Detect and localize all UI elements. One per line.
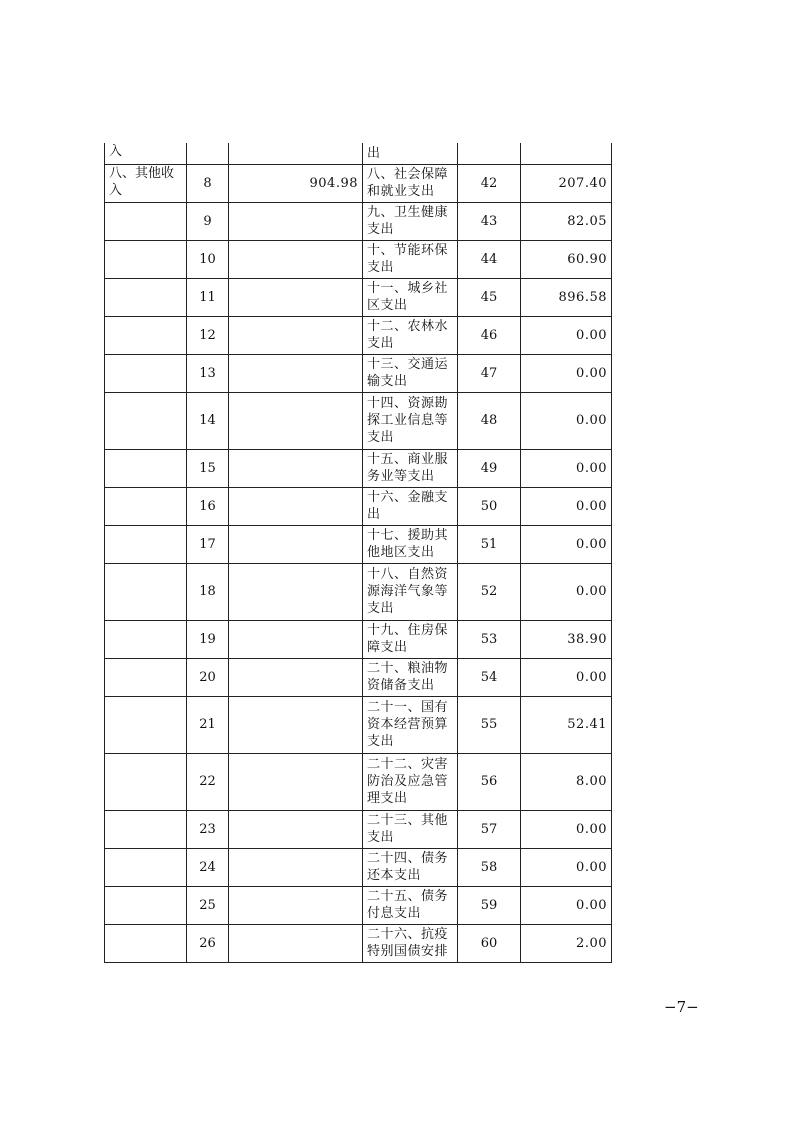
income-amount-cell [229, 924, 363, 962]
income-item-cell: 入 [105, 143, 187, 164]
expense-line-number-cell: 55 [458, 696, 521, 753]
income-amount-cell [229, 143, 363, 164]
expense-line-number-cell: 45 [458, 278, 521, 316]
table-row [105, 696, 612, 753]
expense-line-number-cell: 43 [458, 202, 521, 240]
expense-amount-cell: 38.90 [521, 620, 612, 658]
expense-amount-cell: 0.00 [521, 563, 612, 620]
income-item-cell [105, 316, 187, 354]
table-row [105, 164, 612, 202]
income-item-cell [105, 449, 187, 487]
income-line-number-cell: 16 [187, 487, 229, 525]
table-row [105, 810, 612, 848]
expense-line-number-cell: 56 [458, 753, 521, 810]
income-item-cell [105, 278, 187, 316]
income-item-cell [105, 696, 187, 753]
income-line-number-cell: 19 [187, 620, 229, 658]
income-item-cell [105, 487, 187, 525]
table-row [105, 354, 612, 392]
income-amount-cell [229, 658, 363, 696]
budget-table [104, 143, 612, 963]
income-amount-cell [229, 202, 363, 240]
expense-line-number-cell [458, 143, 521, 164]
expense-amount-cell: 0.00 [521, 449, 612, 487]
expense-amount-cell: 0.00 [521, 886, 612, 924]
income-amount-cell [229, 810, 363, 848]
expense-item-cell: 二十、粮油物资储备支出 [363, 658, 458, 696]
income-amount-cell [229, 487, 363, 525]
table-row [105, 886, 612, 924]
expense-amount-cell: 52.41 [521, 696, 612, 753]
income-item-cell: 八、其他收入 [105, 164, 187, 202]
expense-line-number-cell: 47 [458, 354, 521, 392]
expense-item-cell: 二十六、抗疫特别国债安排 [363, 924, 458, 962]
income-item-cell [105, 924, 187, 962]
expense-line-number-cell: 59 [458, 886, 521, 924]
expense-item-cell: 八、社会保障和就业支出 [363, 164, 458, 202]
expense-amount-cell: 8.00 [521, 753, 612, 810]
expense-line-number-cell: 58 [458, 848, 521, 886]
expense-line-number-cell: 44 [458, 240, 521, 278]
expense-item-cell: 二十一、国有资本经营预算支出 [363, 696, 458, 753]
expense-amount-cell: 896.58 [521, 278, 612, 316]
table-row [105, 202, 612, 240]
expense-line-number-cell: 48 [458, 392, 521, 449]
expense-amount-cell: 82.05 [521, 202, 612, 240]
income-item-cell [105, 658, 187, 696]
expense-line-number-cell: 51 [458, 525, 521, 563]
income-item-cell [105, 563, 187, 620]
expense-amount-cell: 0.00 [521, 316, 612, 354]
expense-amount-cell: 2.00 [521, 924, 612, 962]
income-line-number-cell: 26 [187, 924, 229, 962]
income-item-cell [105, 810, 187, 848]
expense-amount-cell: 0.00 [521, 810, 612, 848]
expense-item-cell: 二十五、债务付息支出 [363, 886, 458, 924]
table-row [105, 487, 612, 525]
expense-line-number-cell: 49 [458, 449, 521, 487]
expense-item-cell: 二十四、债务还本支出 [363, 848, 458, 886]
income-amount-cell [229, 278, 363, 316]
income-item-cell [105, 202, 187, 240]
expense-item-cell: 十三、交通运输支出 [363, 354, 458, 392]
income-amount-cell [229, 620, 363, 658]
expense-item-cell: 出 [363, 143, 458, 164]
expense-amount-cell: 207.40 [521, 164, 612, 202]
income-line-number-cell: 18 [187, 563, 229, 620]
expense-item-cell: 十四、资源勘探工业信息等支出 [363, 392, 458, 449]
expense-line-number-cell: 54 [458, 658, 521, 696]
income-item-cell [105, 354, 187, 392]
income-amount-cell [229, 753, 363, 810]
table-row [105, 753, 612, 810]
income-line-number-cell: 9 [187, 202, 229, 240]
expense-item-cell: 十一、城乡社区支出 [363, 278, 458, 316]
expense-amount-cell: 0.00 [521, 392, 612, 449]
income-line-number-cell: 23 [187, 810, 229, 848]
income-item-cell [105, 620, 187, 658]
expense-item-cell: 十七、援助其他地区支出 [363, 525, 458, 563]
table-row [105, 449, 612, 487]
income-line-number-cell: 21 [187, 696, 229, 753]
income-item-cell [105, 392, 187, 449]
table-row [105, 848, 612, 886]
income-line-number-cell: 12 [187, 316, 229, 354]
income-amount-cell [229, 696, 363, 753]
expense-item-cell: 十九、住房保障支出 [363, 620, 458, 658]
expense-line-number-cell: 50 [458, 487, 521, 525]
expense-amount-cell [521, 143, 612, 164]
expense-item-cell: 十二、农林水支出 [363, 316, 458, 354]
expense-amount-cell: 0.00 [521, 658, 612, 696]
expense-line-number-cell: 53 [458, 620, 521, 658]
income-line-number-cell: 20 [187, 658, 229, 696]
income-amount-cell [229, 392, 363, 449]
expense-amount-cell: 0.00 [521, 848, 612, 886]
table-row [105, 525, 612, 563]
income-item-cell [105, 886, 187, 924]
expense-amount-cell: 0.00 [521, 354, 612, 392]
income-amount-cell [229, 563, 363, 620]
expense-line-number-cell: 60 [458, 924, 521, 962]
expense-item-cell: 十八、自然资源海洋气象等支出 [363, 563, 458, 620]
income-line-number-cell: 17 [187, 525, 229, 563]
table-body [105, 143, 612, 962]
income-line-number-cell: 11 [187, 278, 229, 316]
table-row [105, 392, 612, 449]
expense-line-number-cell: 42 [458, 164, 521, 202]
table-row [105, 563, 612, 620]
income-line-number-cell: 15 [187, 449, 229, 487]
income-amount-cell [229, 525, 363, 563]
table-row [105, 143, 612, 164]
income-item-cell [105, 753, 187, 810]
income-amount-cell [229, 886, 363, 924]
income-line-number-cell: 8 [187, 164, 229, 202]
table-row [105, 924, 612, 962]
expense-line-number-cell: 57 [458, 810, 521, 848]
page-number: −7− [664, 998, 699, 1016]
income-amount-cell [229, 848, 363, 886]
expense-line-number-cell: 46 [458, 316, 521, 354]
income-line-number-cell [187, 143, 229, 164]
expense-amount-cell: 60.90 [521, 240, 612, 278]
table-row [105, 658, 612, 696]
expense-item-cell: 二十二、灾害防治及应急管理支出 [363, 753, 458, 810]
income-line-number-cell: 14 [187, 392, 229, 449]
income-item-cell [105, 525, 187, 563]
table-row [105, 278, 612, 316]
income-item-cell [105, 240, 187, 278]
income-amount-cell [229, 240, 363, 278]
income-amount-cell [229, 449, 363, 487]
expense-item-cell: 十六、金融支出 [363, 487, 458, 525]
expense-item-cell: 十五、商业服务业等支出 [363, 449, 458, 487]
income-amount-cell [229, 316, 363, 354]
table-row [105, 316, 612, 354]
expense-item-cell: 九、卫生健康支出 [363, 202, 458, 240]
income-line-number-cell: 10 [187, 240, 229, 278]
income-line-number-cell: 24 [187, 848, 229, 886]
income-item-cell [105, 848, 187, 886]
expense-amount-cell: 0.00 [521, 525, 612, 563]
expense-item-cell: 十、节能环保支出 [363, 240, 458, 278]
income-amount-cell: 904.98 [229, 164, 363, 202]
income-amount-cell [229, 354, 363, 392]
table-row [105, 240, 612, 278]
expense-amount-cell: 0.00 [521, 487, 612, 525]
income-line-number-cell: 13 [187, 354, 229, 392]
income-line-number-cell: 25 [187, 886, 229, 924]
table-row [105, 620, 612, 658]
income-line-number-cell: 22 [187, 753, 229, 810]
expense-item-cell: 二十三、其他支出 [363, 810, 458, 848]
expense-line-number-cell: 52 [458, 563, 521, 620]
